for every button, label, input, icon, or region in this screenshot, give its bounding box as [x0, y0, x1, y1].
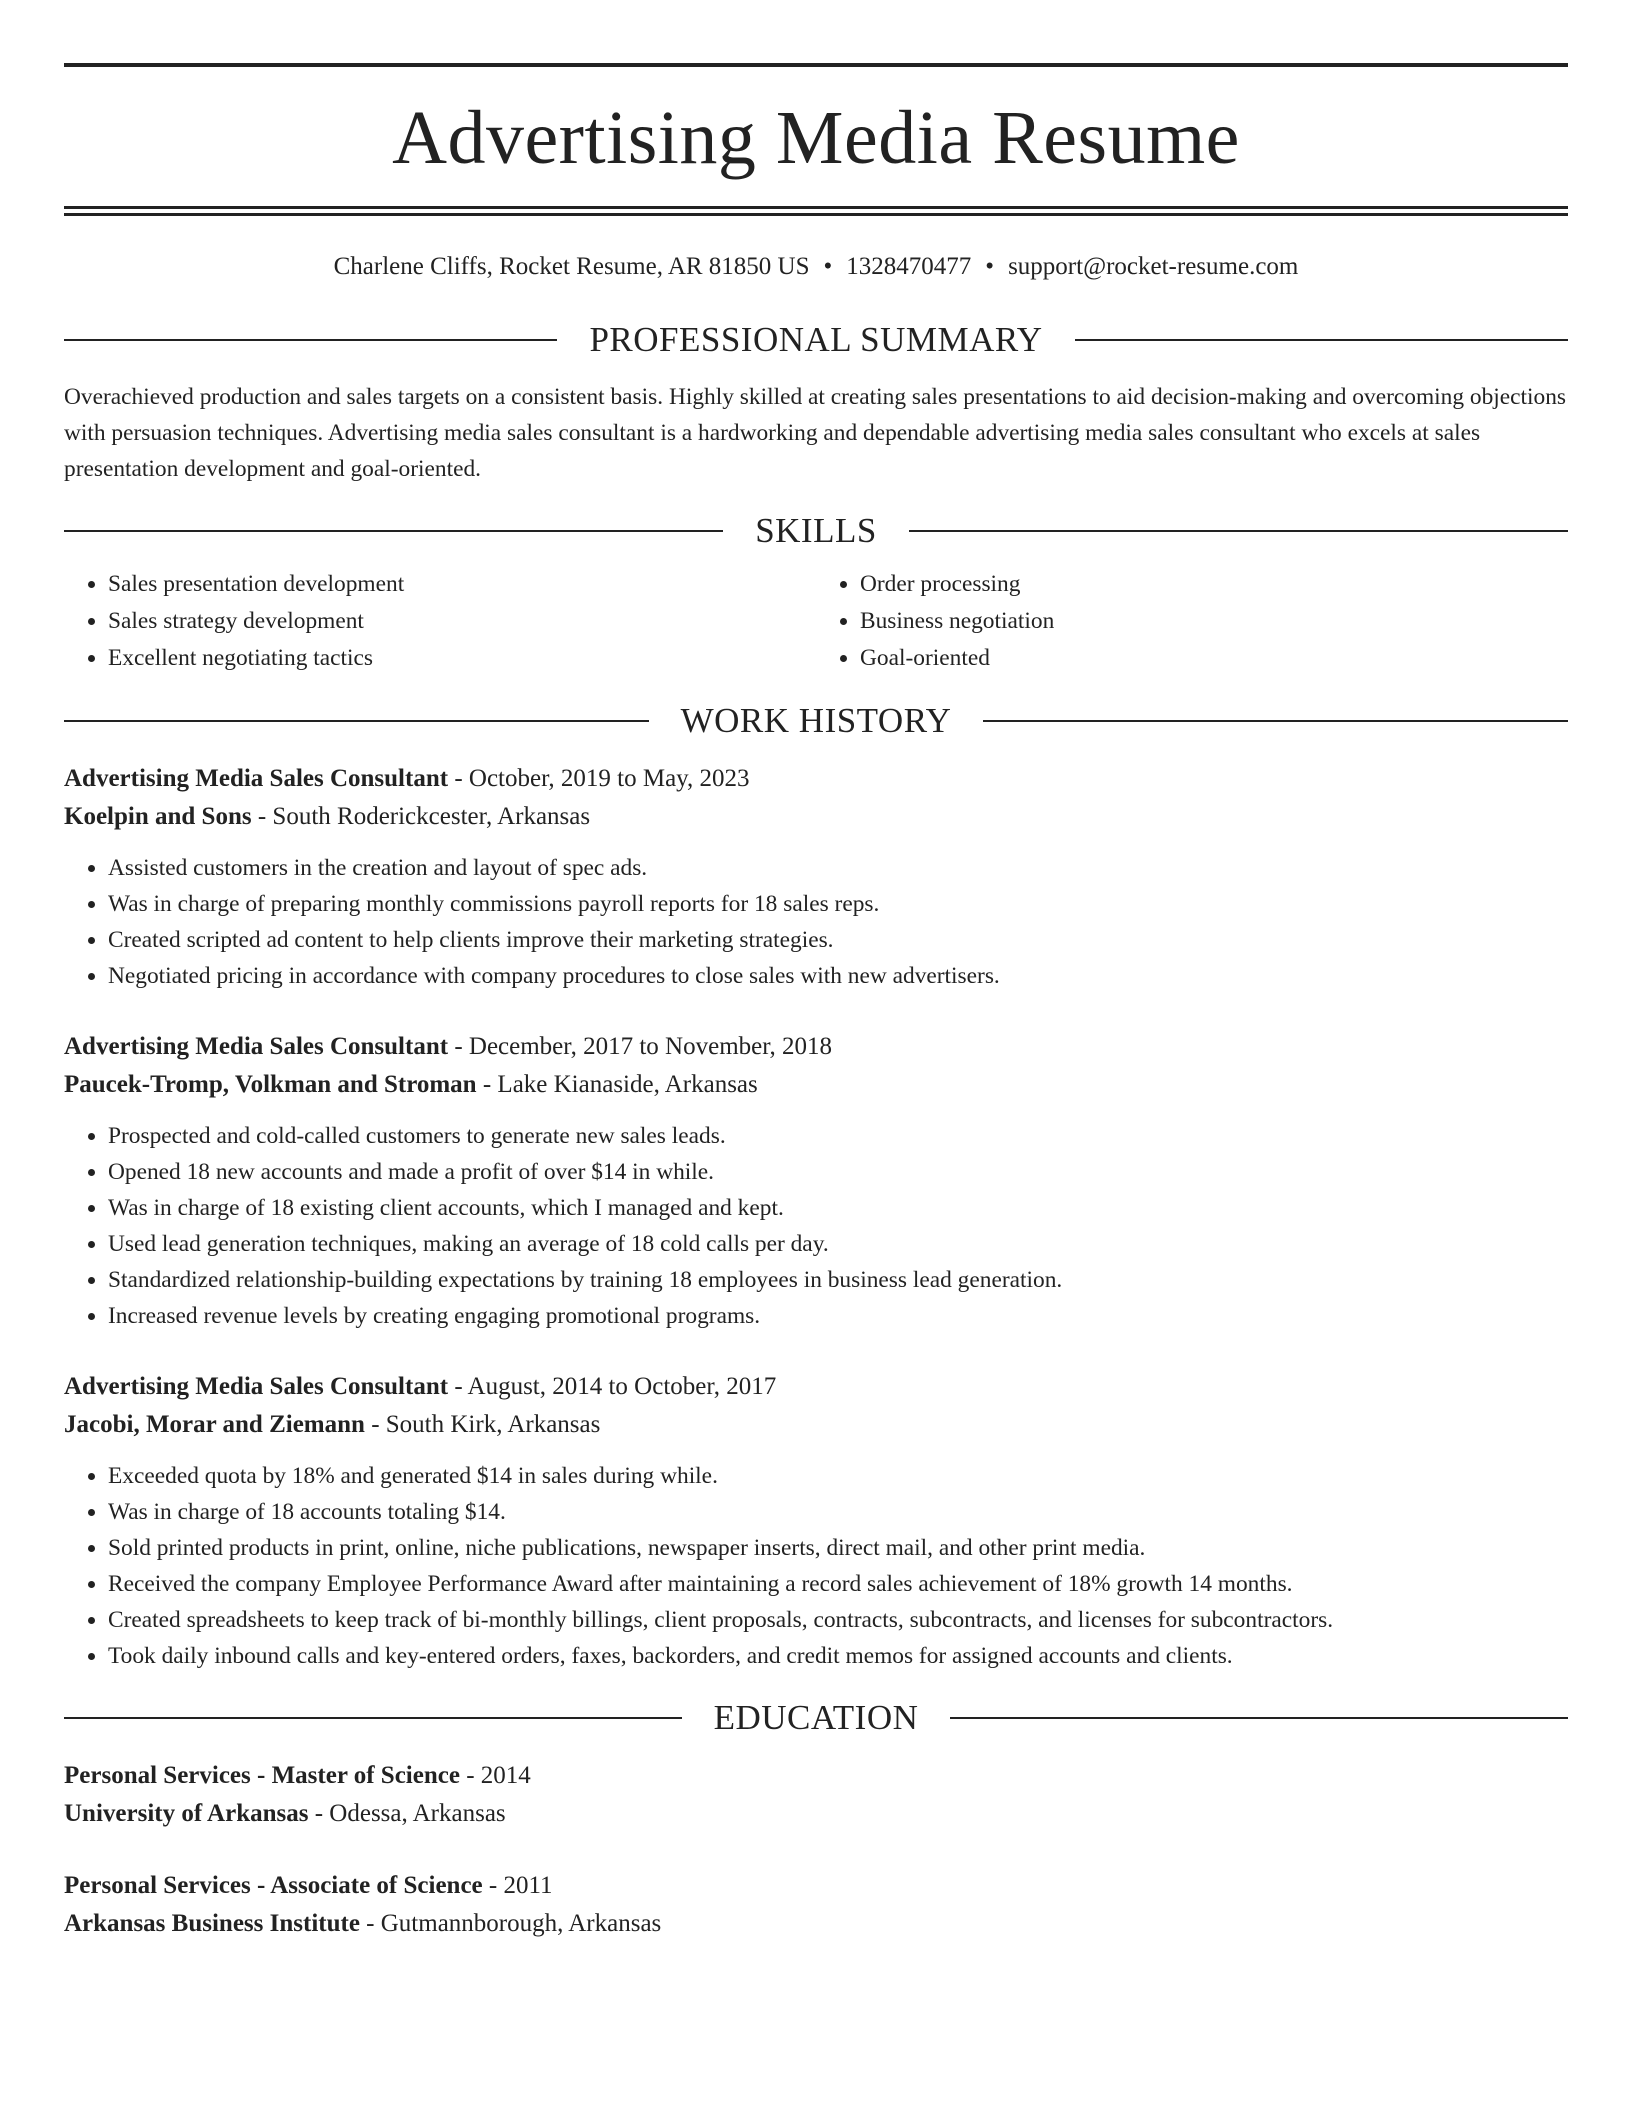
education-header [64, 1757, 1568, 1795]
job-bullet: • Assisted customers in the creation and layout of spec ads. [108, 850, 1568, 886]
skill-item: • Sales strategy development [108, 603, 816, 640]
section-heading-skills [64, 513, 1568, 548]
skill-item: • Order processing [860, 566, 1568, 603]
job-bullet: • Opened 18 new accounts and made a profit of over $14 in while. [108, 1154, 1568, 1190]
job-bullet: • Created spreadsheets to keep track of bi-monthly billings, client proposals, contracts, subcontracts, and licenses for subcontractors. [108, 1602, 1568, 1638]
education-entry [64, 1757, 1568, 1833]
job-entry [64, 760, 1568, 994]
divider-line [983, 720, 1568, 722]
education-degree: Personal Services - Associate of Science [64, 1872, 483, 1899]
contact-phone: 1328470477 [846, 253, 972, 280]
job-dates: - December, 2017 to November, 2018 [448, 1033, 833, 1060]
job-header [64, 1028, 1568, 1066]
resume-title: Advertising Media Resume [392, 96, 1240, 180]
contact-email: support@rocket-resume.com [1008, 253, 1299, 280]
job-dates: - October, 2019 to May, 2023 [448, 765, 750, 792]
education-degree: Personal Services - Master of Science [64, 1762, 460, 1789]
skills-list-left [64, 566, 816, 677]
section-heading-summary [64, 322, 1568, 357]
job-bullet: • Was in charge of preparing monthly commissions payroll reports for 18 sales reps. [108, 886, 1568, 922]
section-heading-work [64, 703, 1568, 738]
contact-address: Charlene Cliffs, Rocket Resume, AR 81850 US [333, 253, 810, 280]
section-title: WORK HISTORY [680, 701, 952, 740]
job-company-line [64, 1066, 1568, 1104]
job-title: Advertising Media Sales Consultant [64, 1373, 449, 1400]
divider-line [1075, 339, 1568, 341]
job-bullet: • Negotiated pricing in accordance with company procedures to close sales with new advertisers. [108, 958, 1568, 994]
skill-item: • Goal-oriented [860, 640, 1568, 677]
job-entry [64, 1368, 1568, 1674]
education-entry [64, 1867, 1568, 1943]
job-bullets [64, 1118, 1568, 1334]
resume-page [64, 0, 1568, 1943]
divider-line [64, 339, 557, 341]
job-bullet: • Standardized relationship-building expectations by training 18 employees in business lead generation. [108, 1262, 1568, 1298]
top-rule [64, 63, 1568, 67]
divider-line [909, 530, 1568, 532]
education-location: - Odessa, Arkansas [308, 1800, 506, 1827]
job-title: Advertising Media Sales Consultant [64, 765, 449, 792]
job-bullet: • Was in charge of 18 existing client accounts, which I managed and kept. [108, 1190, 1568, 1226]
job-location: - Lake Kianaside, Arkansas [476, 1071, 758, 1098]
education-header [64, 1867, 1568, 1905]
skill-item: • Business negotiation [860, 603, 1568, 640]
job-bullet: • Created scripted ad content to help clients improve their marketing strategies. [108, 922, 1568, 958]
job-bullet: • Received the company Employee Performance Award after maintaining a record sales achievement of 18% growth 14 months. [108, 1566, 1568, 1602]
job-bullet: • Used lead generation techniques, making an average of 18 cold calls per day. [108, 1226, 1568, 1262]
education-school-line [64, 1905, 1568, 1943]
section-title: SKILLS [755, 511, 877, 550]
skills-columns [64, 566, 1568, 677]
job-bullet: • Sold printed products in print, online, niche publications, newspaper inserts, direct mail, and other print media. [108, 1530, 1568, 1566]
job-company-line [64, 1406, 1568, 1444]
job-header [64, 1368, 1568, 1406]
job-bullet: • Exceeded quota by 18% and generated $14 in sales during while. [108, 1458, 1568, 1494]
divider-line [950, 1717, 1568, 1719]
job-company: Koelpin and Sons [64, 803, 252, 830]
divider-line [64, 720, 649, 722]
job-header [64, 760, 1568, 798]
education-school: Arkansas Business Institute [64, 1910, 360, 1937]
job-bullets [64, 1458, 1568, 1674]
skill-item: • Excellent negotiating tactics [108, 640, 816, 677]
job-dates: - August, 2014 to October, 2017 [448, 1373, 777, 1400]
divider-line [64, 1717, 682, 1719]
job-entry [64, 1028, 1568, 1334]
education-school-line [64, 1795, 1568, 1833]
summary-text: Overachieved production and sales targets on a consistent basis. Highly skilled at creating sales presentations to aid decision-making and overcoming objections with persuasion techniques. Advertising media sales consultant is a hardworking and dependable advertising media sales consultant who excels at sales presentation development and goal-oriented. [64, 384, 1567, 482]
education-location: - Gutmannborough, Arkansas [359, 1910, 662, 1937]
job-company-line [64, 798, 1568, 836]
job-company: Jacobi, Morar and Ziemann [64, 1411, 365, 1438]
title-double-rule [64, 206, 1568, 216]
contact-line [64, 252, 1568, 282]
education-year: - 2011 [482, 1872, 553, 1899]
section-title: PROFESSIONAL SUMMARY [589, 320, 1043, 359]
job-company: Paucek-Tromp, Volkman and Stroman [64, 1071, 477, 1098]
skill-item: • Sales presentation development [108, 566, 816, 603]
section-title: EDUCATION [713, 1698, 919, 1737]
skills-list-right [816, 566, 1568, 677]
job-title: Advertising Media Sales Consultant [64, 1033, 449, 1060]
job-location: - South Roderickcester, Arkansas [251, 803, 591, 830]
education-school: University of Arkansas [64, 1800, 309, 1827]
job-bullet: • Took daily inbound calls and key-entered orders, faxes, backorders, and credit memos for assigned accounts and clients. [108, 1638, 1568, 1674]
job-bullet: • Prospected and cold-called customers to generate new sales leads. [108, 1118, 1568, 1154]
job-bullet: • Was in charge of 18 accounts totaling $14. [108, 1494, 1568, 1530]
job-bullet: • Increased revenue levels by creating engaging promotional programs. [108, 1298, 1568, 1334]
contact-separator: • [823, 253, 833, 280]
contact-separator: • [985, 253, 995, 280]
job-bullets [64, 850, 1568, 994]
job-location: - South Kirk, Arkansas [364, 1411, 601, 1438]
education-year: - 2014 [459, 1762, 531, 1789]
divider-line [64, 530, 723, 532]
section-heading-education [64, 1700, 1568, 1735]
